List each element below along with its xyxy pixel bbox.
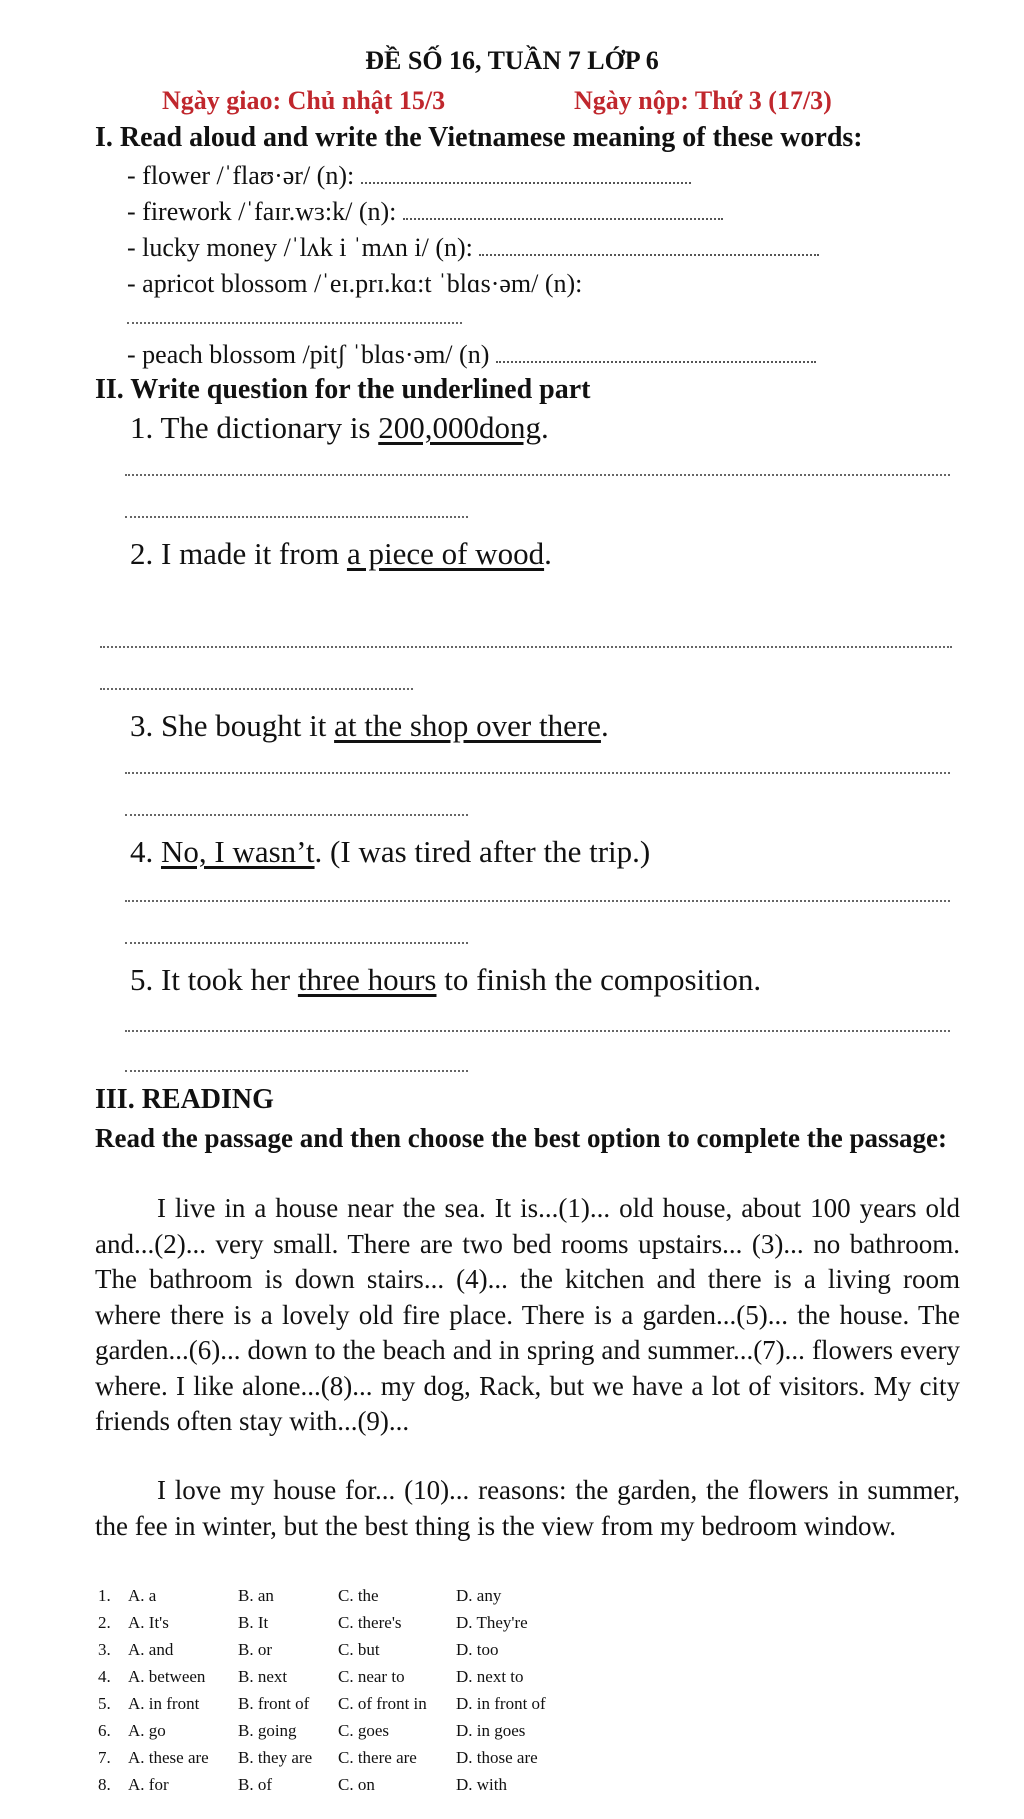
option-choice[interactable]: A. go	[128, 1720, 166, 1740]
option-choice[interactable]: C. on	[338, 1774, 375, 1794]
option-choice[interactable]: A. between	[128, 1666, 206, 1686]
underlined-part: at the shop over there	[334, 708, 601, 743]
word-item-lucky-money	[127, 233, 819, 263]
option-row	[98, 1582, 576, 1609]
question-text: . (I was tired after the trip.)	[314, 834, 651, 869]
question-text: 5. It took her	[130, 962, 298, 997]
section2-heading: II. Write question for the underlined part	[95, 374, 591, 405]
question-2	[130, 536, 552, 572]
question-text: 3. She bought it	[130, 708, 335, 743]
answer-line[interactable]	[125, 474, 950, 476]
option-number: 2.	[98, 1612, 111, 1632]
date-due: Ngày nộp: Thứ 3 (17/3)	[574, 86, 832, 115]
option-row	[98, 1690, 576, 1717]
option-number: 7.	[98, 1747, 111, 1767]
option-choice[interactable]: C. there's	[338, 1612, 402, 1632]
word-item-peach-blossom	[127, 340, 816, 370]
underlined-part: a piece of wood	[346, 536, 545, 571]
question-text: .	[541, 410, 549, 445]
option-choice[interactable]: A. and	[128, 1639, 174, 1659]
word-label: - firework /ˈfaɪr.wɜ:k/ (n):	[127, 197, 397, 226]
answer-line[interactable]	[125, 900, 950, 902]
option-choice[interactable]: D. in front of	[456, 1693, 546, 1713]
section1-heading: I. Read aloud and write the Vietnamese meaning of these words:	[95, 122, 863, 153]
option-choice[interactable]: D. those are	[456, 1747, 538, 1767]
option-row	[98, 1663, 576, 1690]
answer-blank[interactable]	[127, 322, 462, 324]
option-choice[interactable]: A. a	[128, 1585, 157, 1605]
underlined-part: 200,000dong	[378, 410, 541, 445]
option-choice[interactable]: C. there are	[338, 1747, 417, 1767]
word-item-flower	[127, 161, 691, 191]
option-number: 6.	[98, 1720, 111, 1740]
answer-line[interactable]	[125, 1030, 950, 1032]
question-4	[130, 834, 650, 870]
option-choice[interactable]: A. It's	[128, 1612, 169, 1632]
question-3	[130, 708, 609, 744]
option-row	[98, 1636, 576, 1663]
option-row	[98, 1717, 576, 1744]
option-choice[interactable]: C. the	[338, 1585, 379, 1605]
option-choice[interactable]: D. any	[456, 1585, 502, 1605]
option-choice[interactable]: D. with	[456, 1774, 507, 1794]
option-choice[interactable]: C. but	[338, 1639, 380, 1659]
date-given: Ngày giao: Chủ nhật 15/3	[162, 86, 446, 115]
question-text: 4.	[130, 834, 161, 869]
option-number: 3.	[98, 1639, 111, 1659]
option-choice[interactable]: A. for	[128, 1774, 169, 1794]
answer-blank[interactable]	[403, 198, 723, 220]
option-choice[interactable]: B. front of	[238, 1693, 310, 1713]
question-text: to finish the composition.	[436, 962, 762, 997]
word-item-apricot-blossom: - apricot blossom /ˈeɪ.prɪ.kɑ:t ˈblɑs·əm/ (n):	[127, 269, 583, 298]
option-number: 8.	[98, 1774, 111, 1794]
underlined-part: three hours	[297, 962, 437, 997]
answer-blank[interactable]	[361, 162, 691, 184]
reading-paragraph-2: I love my house for... (10)... reasons: the garden, the flowers in summer, the fee in winter, but the best thing is the view from my bedroom window.	[95, 1475, 960, 1541]
answer-line[interactable]	[100, 646, 952, 648]
answer-line[interactable]	[125, 1070, 468, 1072]
option-number: 4.	[98, 1666, 111, 1686]
option-choice[interactable]: B. an	[238, 1585, 274, 1605]
section3-heading: III. READING	[95, 1084, 274, 1115]
option-choice[interactable]: B. of	[238, 1774, 272, 1794]
option-row	[98, 1771, 576, 1798]
reading-paragraph-1: I live in a house near the sea. It is...(1)... old house, about 100 years old and...(2)... very small. There are two bed rooms upstairs... (3)... no bathroom. The bathroom is down stairs... (4)... the kitchen and there is a living room where there is a lovely old fire place. There is a garden...(5)... the house. The garden...(6)... down to the beach and in spring and summer...(7)... flowers every where. I like alone...(8)... my dog, Rack, but we have a lot of visitors. My city friends often stay with...(9)...	[95, 1193, 960, 1436]
reading-instruction: Read the passage and then choose the best option to complete the passage:	[95, 1123, 947, 1153]
answer-line[interactable]	[125, 814, 468, 816]
option-choice[interactable]: B. or	[238, 1639, 272, 1659]
option-choice[interactable]: D. too	[456, 1639, 499, 1659]
question-text: .	[544, 536, 552, 571]
answer-line[interactable]	[125, 516, 468, 518]
option-choice[interactable]: B. next	[238, 1666, 288, 1686]
option-choice[interactable]: D. They're	[456, 1612, 528, 1632]
question-text: .	[600, 708, 609, 743]
option-number: 1.	[98, 1585, 111, 1605]
option-choice[interactable]: D. in goes	[456, 1720, 526, 1740]
option-row	[98, 1744, 576, 1771]
option-choice[interactable]: C. near to	[338, 1666, 405, 1686]
question-text: 1. The dictionary is	[130, 410, 379, 445]
question-text: 2. I made it from	[130, 536, 347, 571]
option-choice[interactable]: B. they are	[238, 1747, 313, 1767]
question-5	[130, 962, 761, 998]
option-choice[interactable]: C. of front in	[338, 1693, 427, 1713]
option-choice[interactable]: B. It	[238, 1612, 269, 1632]
option-number: 5.	[98, 1693, 111, 1713]
answer-line[interactable]	[125, 772, 950, 774]
option-choice[interactable]: C. goes	[338, 1720, 389, 1740]
answer-line[interactable]	[125, 942, 468, 944]
option-choice[interactable]: D. next to	[456, 1666, 524, 1686]
options-table	[98, 1582, 576, 1798]
word-item-firework	[127, 197, 723, 227]
answer-blank[interactable]	[496, 341, 816, 363]
word-label: - peach blossom /pitʃ ˈblɑs·əm/ (n)	[127, 340, 490, 369]
answer-blank[interactable]	[479, 234, 819, 256]
option-choice[interactable]: B. going	[238, 1720, 297, 1740]
option-choice[interactable]: A. in front	[128, 1693, 200, 1713]
page-title: ĐỀ SỐ 16, TUẦN 7 LỚP 6	[365, 46, 659, 75]
option-choice[interactable]: A. these are	[128, 1747, 209, 1767]
answer-line[interactable]	[100, 688, 413, 690]
word-label: - lucky money /ˈlʌk i ˈmʌn i/ (n):	[127, 233, 473, 262]
word-label: - flower /ˈflaʊ·ər/ (n):	[127, 161, 355, 190]
underlined-part: No, I wasn’t	[161, 834, 315, 869]
option-row	[98, 1609, 576, 1636]
question-1	[130, 410, 549, 446]
